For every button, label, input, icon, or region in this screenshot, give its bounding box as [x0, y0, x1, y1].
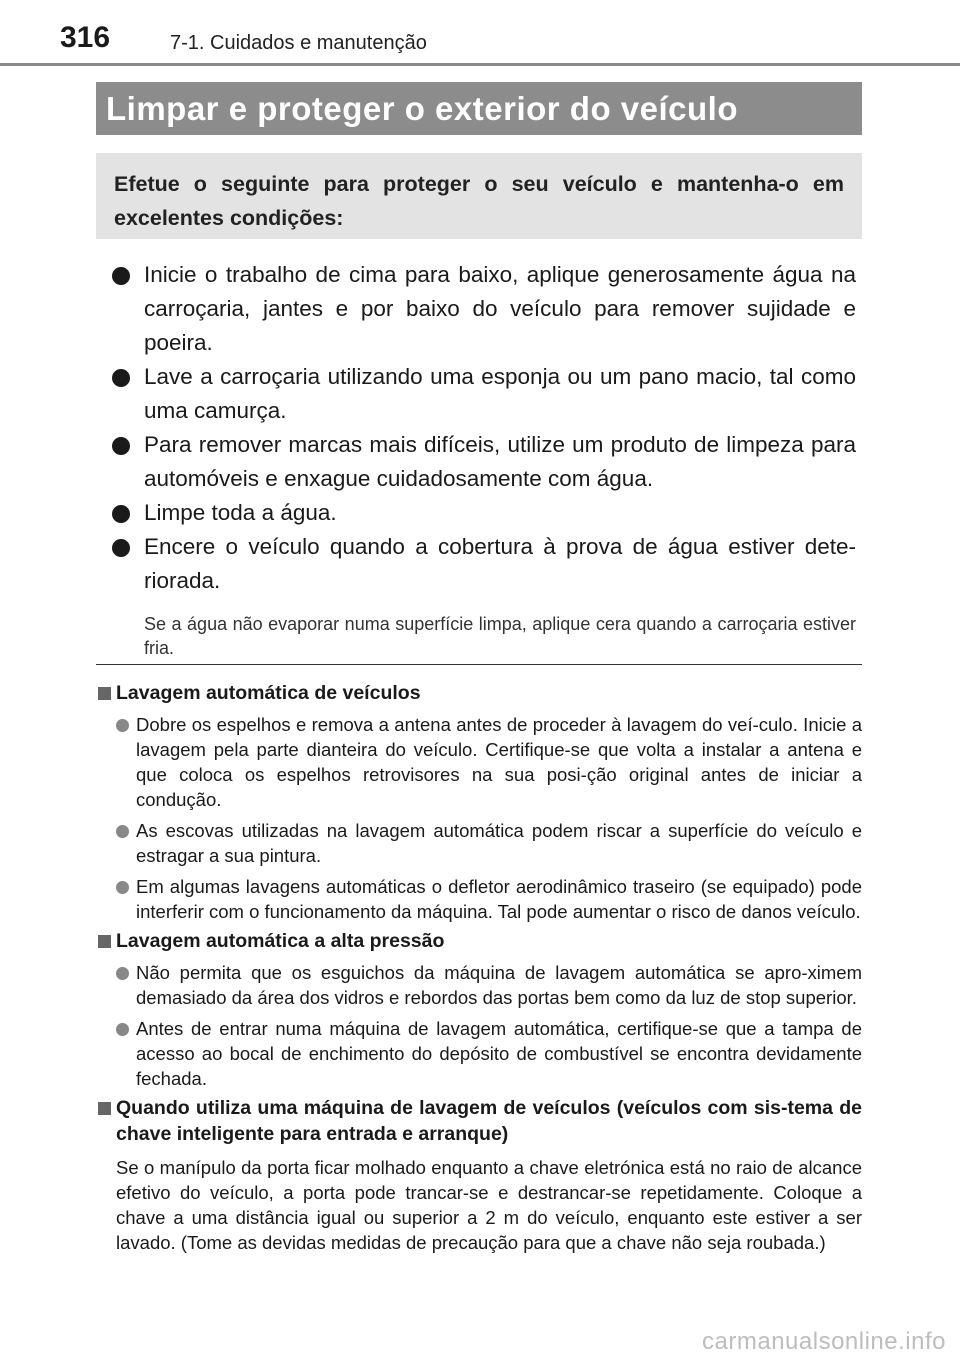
bullet-icon	[112, 267, 130, 285]
intro-box	[96, 153, 862, 239]
details-section	[96, 676, 862, 1255]
square-bullet-icon	[98, 687, 111, 700]
intro-text: Efetue o seguinte para proteger o seu veículo e mantenha-o em excelentes condições:	[114, 172, 844, 230]
header-rule	[0, 63, 960, 66]
main-list	[112, 258, 856, 660]
section-heading-text: Lavagem automática de veículos	[116, 682, 421, 704]
section-heading-text: Quando utiliza uma máquina de lavagem de veículos (veículos com sis-tema de chave inteligente para entrada e arranque)	[116, 1097, 862, 1145]
section-heading	[96, 680, 862, 706]
section-heading	[96, 1095, 862, 1147]
detail-item	[96, 874, 862, 924]
list-item	[112, 258, 856, 360]
circle-bullet-icon	[116, 719, 129, 732]
page-number: 316	[60, 21, 111, 54]
detail-item-text: Dobre os espelhos e remova a antena antes de proceder à lavagem do veí-culo. Inicie a lavagem pela parte dianteira do veículo. Certifique-se que volta a instalar a antena e que coloca os espelhos retrovisores na sua posi-ção original antes de iniciar a condução.	[136, 714, 862, 810]
bullet-icon	[112, 505, 130, 523]
detail-item-text: Antes de entrar numa máquina de lavagem automática, certifique-se que a tampa de acesso ao bocal de enchimento do depósito de combustível se encontra devidamente fechada.	[136, 1018, 862, 1089]
page-header	[0, 0, 960, 68]
list-item-text: Lave a carroçaria utilizando uma esponja ou um pano macio, tal como uma camurça.	[144, 364, 856, 423]
title-bar	[96, 82, 862, 135]
square-bullet-icon	[98, 935, 111, 948]
detail-item	[96, 818, 862, 868]
list-item-text: Para remover marcas mais difíceis, utilize um produto de limpeza para automóveis e enxague cuidadosamente com água.	[144, 432, 856, 491]
detail-item-text: As escovas utilizadas na lavagem automática podem riscar a superfície do veículo e estragar a sua pintura.	[136, 820, 862, 866]
detail-paragraph: Se o manípulo da porta ficar molhado enquanto a chave eletrónica está no raio de alcance efetivo do veículo, a porta pode trancar-se e destrancar-se repetidamente. Coloque a chave a uma distância igual ou superior a 2 m do veículo, enquanto este estiver a ser lavado. (Tome as devidas medidas de precaução para que a chave não seja roubada.)	[116, 1157, 862, 1253]
detail-item	[96, 1016, 862, 1091]
main-note: Se a água não evaporar numa superfície limpa, aplique cera quando a carroçaria estiver fria.	[144, 614, 856, 658]
section-divider	[96, 664, 862, 665]
section-heading	[96, 928, 862, 954]
list-item	[112, 530, 856, 598]
list-item	[112, 428, 856, 496]
list-item	[112, 360, 856, 428]
page-title: Limpar e proteger o exterior do veículo	[106, 90, 738, 127]
detail-item	[96, 960, 862, 1010]
square-bullet-icon	[98, 1102, 111, 1115]
list-item	[112, 496, 856, 530]
bullet-icon	[112, 369, 130, 387]
section-heading-text: Lavagem automática a alta pressão	[116, 930, 445, 952]
detail-item-text: Não permita que os esguichos da máquina de lavagem automática se apro-ximem demasiado da área dos vidros e rebordos das portas bem como da luz de stop superior.	[136, 962, 862, 1008]
circle-bullet-icon	[116, 825, 129, 838]
bullet-icon	[112, 539, 130, 557]
section-reference: 7-1. Cuidados e manutenção	[170, 32, 427, 54]
circle-bullet-icon	[116, 1023, 129, 1036]
detail-item-text: Em algumas lavagens automáticas o defletor aerodinâmico traseiro (se equipado) pode interferir com o funcionamento da máquina. Tal pode aumentar o risco de danos veículo.	[136, 876, 862, 922]
list-item-text: Encere o veículo quando a cobertura à prova de água estiver dete-riorada.	[144, 534, 856, 593]
circle-bullet-icon	[116, 881, 129, 894]
watermark: carmanualsonline.info	[702, 1328, 946, 1355]
circle-bullet-icon	[116, 967, 129, 980]
list-item-text: Limpe toda a água.	[144, 500, 337, 525]
bullet-icon	[112, 437, 130, 455]
list-item-text: Inicie o trabalho de cima para baixo, aplique generosamente água na carroçaria, jantes e por baixo do veículo para remover sujidade e poeira.	[144, 262, 856, 355]
detail-item	[96, 712, 862, 812]
